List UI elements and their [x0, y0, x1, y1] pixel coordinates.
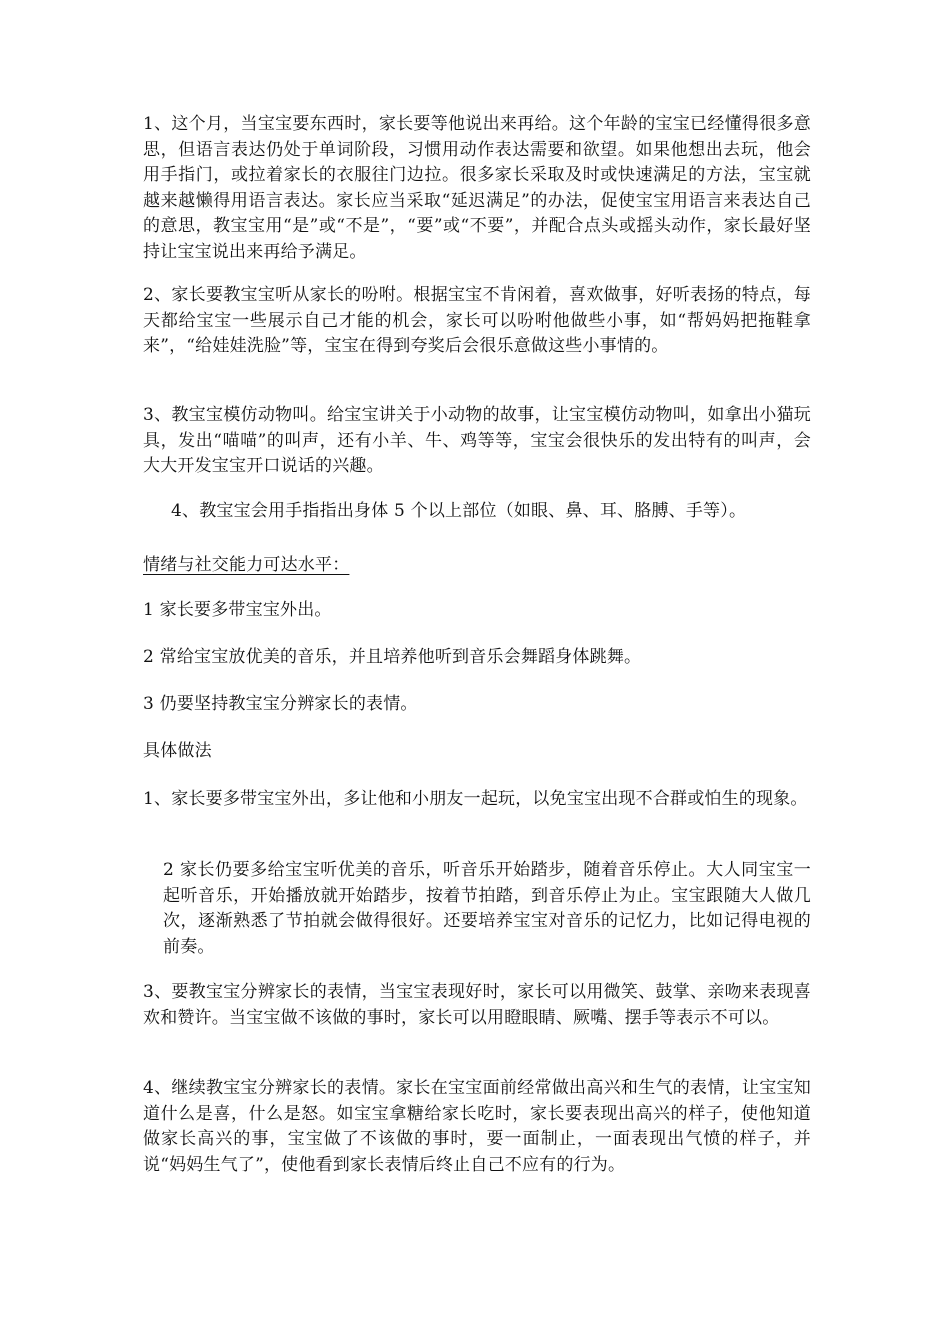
goal-item-1: 1 家长要多带宝宝外出。 — [143, 600, 332, 620]
method-item-2: 2 家长仍要多给宝宝听优美的音乐，听音乐开始踏步，随着音乐停止。大人同宝宝一起听音乐，开始播放就开始踏步，按着节拍踏，到音乐停止为止。宝宝跟随大人做几次，逐渐熟悉了节拍就会做得很好。还要培养宝宝对音乐的记忆力，比如记得电视的前奏。 — [163, 860, 811, 957]
goal-item-3: 3 仍要坚持教宝宝分辨家长的表情。 — [143, 694, 418, 714]
paragraph-follow-instructions: 2、家长要教宝宝听从家长的吩咐。根据宝宝不肯闲着，喜欢做事，好听表扬的特点，每天都给宝宝一些展示自己才能的机会，家长可以吩咐他做些小事，如“帮妈妈把拖鞋拿来”，“给娃娃洗脸”等，宝宝在得到夸奖后会很乐意做这些小事情的。 — [143, 285, 811, 356]
section-heading-methods: 具体做法 — [143, 741, 212, 761]
method-item-4: 4、继续教宝宝分辨家长的表情。家长在宝宝面前经常做出高兴和生气的表情，让宝宝知道什么是喜，什么是怒。如宝宝拿糖给家长吃时，家长要表现出高兴的样子，使他知道做家长高兴的事，宝宝做了不该做的事时，要一面制止，一面表现出气愤的样子，并说“妈妈生气了”，使他看到家长表情后终止自己不应有的行为。 — [143, 1078, 811, 1175]
paragraph-imitate-animals: 3、教宝宝模仿动物叫。给宝宝讲关于小动物的故事，让宝宝模仿动物叫，如拿出小猫玩具，发出“喵喵”的叫声，还有小羊、牛、鸡等等，宝宝会很快乐的发出特有的叫声，会大大开发宝宝开口说话的兴趣。 — [143, 405, 811, 476]
section-heading-emotional-social: 情绪与社交能力可达水平： — [143, 555, 350, 575]
paragraph-delayed-gratification: 1、这个月，当宝宝要东西时，家长要等他说出来再给。这个年龄的宝宝已经懂得很多意思，但语言表达仍处于单词阶段，习惯用动作表达需要和欲望。如果他想出去玩，他会用手指门，或拉着家长的衣服往门边拉。很多家长采取及时或快速满足的方法，宝宝就越来越懒得用语言表达。家长应当采取“延迟满足”的办法，促使宝宝用语言来表达自己的意思，教宝宝用“是”或“不是”，“要”或“不要”，并配合点头或摇头动作，家长最好坚持让宝宝说出来再给予满足。 — [143, 114, 811, 262]
method-item-1: 1、家长要多带宝宝外出，多让他和小朋友一起玩，以免宝宝出现不合群或怕生的现象。 — [143, 789, 808, 809]
method-item-3: 3、要教宝宝分辨家长的表情，当宝宝表现好时，家长可以用微笑、鼓掌、亲吻来表现喜欢和赞许。当宝宝做不该做的事时，家长可以用瞪眼睛、厥嘴、摆手等表示不可以。 — [143, 982, 811, 1028]
goal-item-2: 2 常给宝宝放优美的音乐，并且培养他听到音乐会舞蹈身体跳舞。 — [143, 647, 642, 667]
paragraph-body-parts: 4、教宝宝会用手指指出身体 5 个以上部位（如眼、鼻、耳、胳膊、手等）。 — [171, 501, 747, 521]
